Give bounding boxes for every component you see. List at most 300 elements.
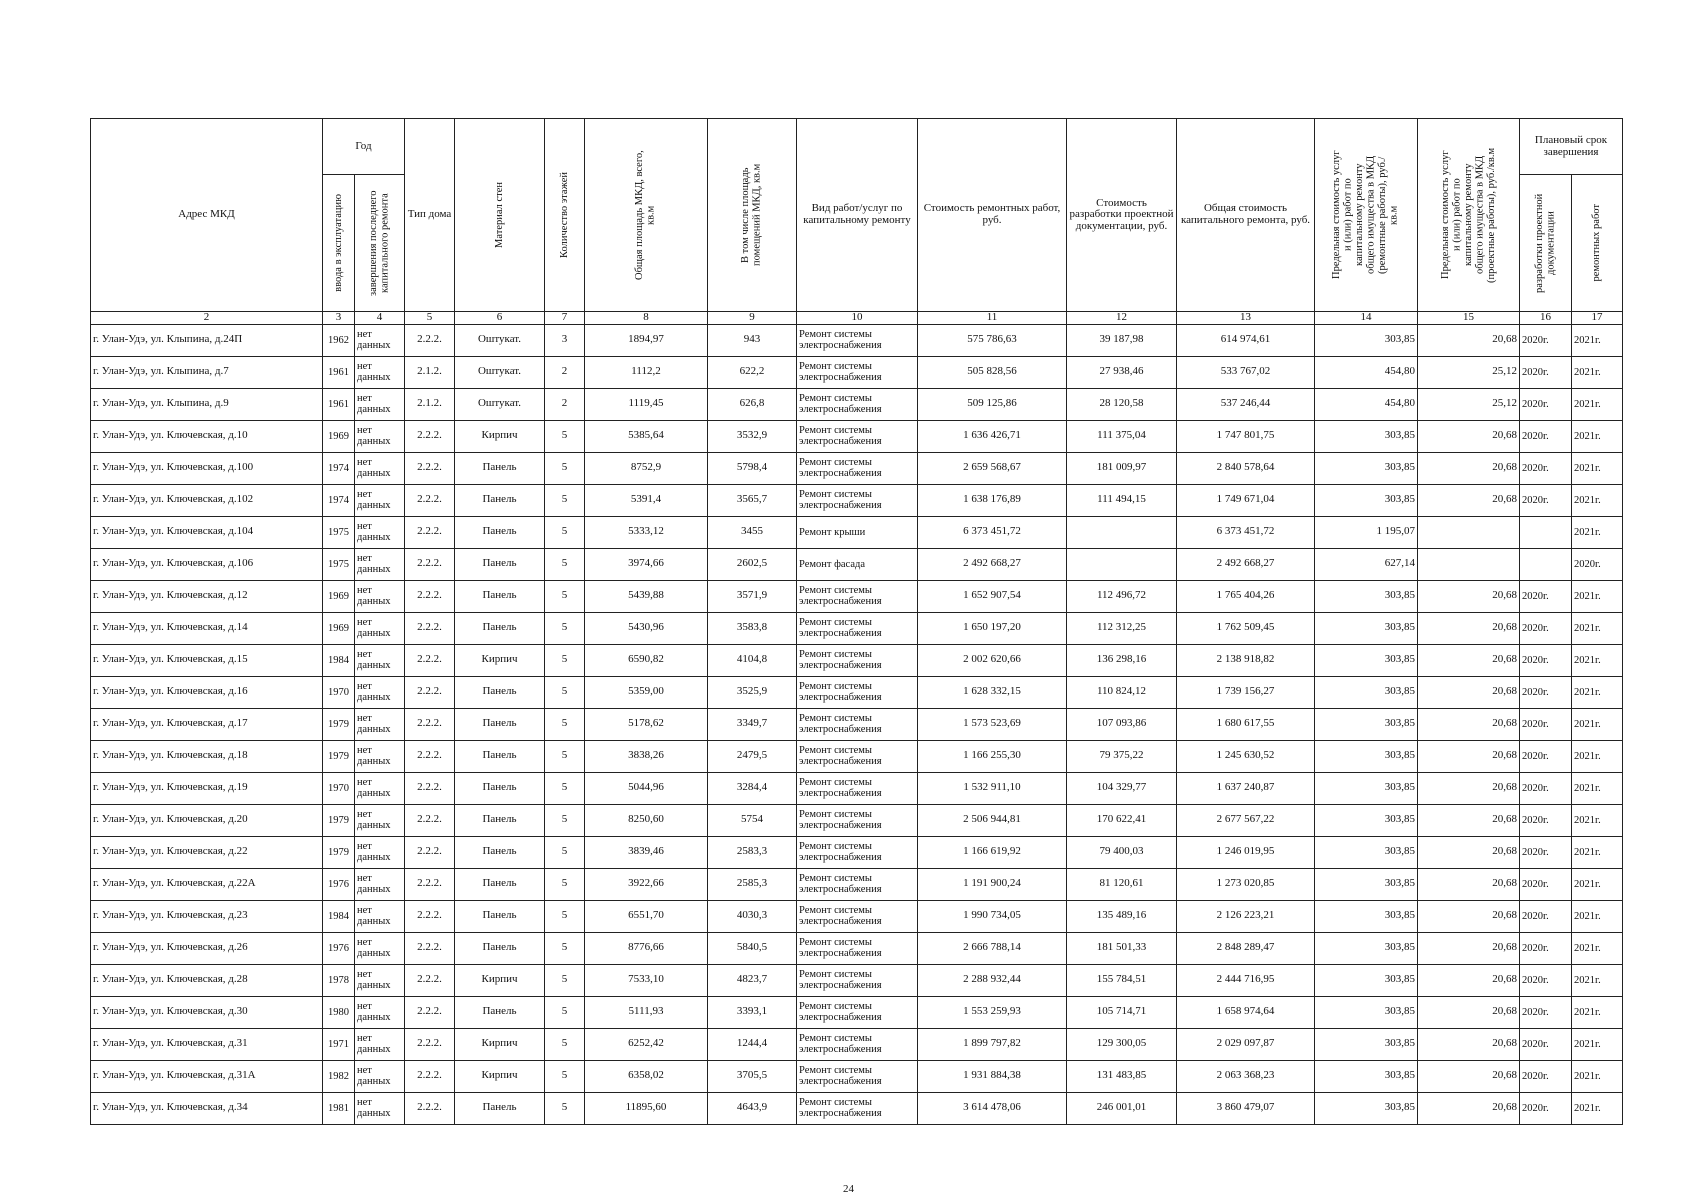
cell-floors: 5 [545,740,585,772]
cell-living-area: 3571,9 [708,580,797,612]
cell-wall-material: Панель [455,452,545,484]
cell-living-area: 3532,9 [708,420,797,452]
cell-deadline-design: 2020г. [1520,836,1572,868]
cell-total-area: 8752,9 [585,452,708,484]
cell-year: 1976 [323,868,355,900]
cell-work-type: Ремонт системы электроснабжения [797,932,918,964]
table-row [91,420,1623,452]
cell-living-area: 2583,3 [708,836,797,868]
cell-last-repair: нет данных [355,548,405,580]
cell-design-cost: 135 489,16 [1067,900,1177,932]
cell-limit-design: 20,68 [1418,804,1520,836]
cell-total-cost: 1 246 019,95 [1177,836,1315,868]
cell-living-area: 2602,5 [708,548,797,580]
cell-house-type: 2.2.2. [405,708,455,740]
cell-total-cost: 1 765 404,26 [1177,580,1315,612]
cell-deadline-design: 2020г. [1520,772,1572,804]
cell-work-type: Ремонт системы электроснабжения [797,356,918,388]
cell-floors: 5 [545,420,585,452]
cell-deadline-design: 2020г. [1520,996,1572,1028]
cell-limit-repair: 303,85 [1315,1092,1418,1124]
cell-deadline-repair: 2021г. [1572,900,1623,932]
cell-address: г. Улан-Удэ, ул. Клыпина, д.24П [91,324,323,356]
cell-total-cost: 1 273 020,85 [1177,868,1315,900]
cell-floors: 2 [545,356,585,388]
cell-floors: 5 [545,452,585,484]
cell-design-cost: 112 496,72 [1067,580,1177,612]
cell-address: г. Улан-Удэ, ул. Ключевская, д.31 [91,1028,323,1060]
cell-limit-repair: 303,85 [1315,900,1418,932]
table-row [91,612,1623,644]
cell-wall-material: Оштукат. [455,356,545,388]
column-number: 15 [1418,312,1520,325]
cell-deadline-design: 2020г. [1520,1028,1572,1060]
cell-floors: 5 [545,484,585,516]
table-row [91,1028,1623,1060]
cell-last-repair: нет данных [355,772,405,804]
cell-address: г. Улан-Удэ, ул. Ключевская, д.34 [91,1092,323,1124]
table-row [91,324,1623,356]
cell-house-type: 2.2.2. [405,548,455,580]
cell-work-type: Ремонт системы электроснабжения [797,420,918,452]
cell-deadline-repair: 2021г. [1572,1028,1623,1060]
cell-address: г. Улан-Удэ, ул. Ключевская, д.31А [91,1060,323,1092]
cell-limit-design: 20,68 [1418,932,1520,964]
column-number: 14 [1315,312,1418,325]
cell-repair-cost: 1 931 884,38 [918,1060,1067,1092]
cell-total-cost: 2 444 716,95 [1177,964,1315,996]
cell-total-cost: 1 637 240,87 [1177,772,1315,804]
cell-work-type: Ремонт крыши [797,516,918,548]
cell-limit-design: 20,68 [1418,1060,1520,1092]
cell-last-repair: нет данных [355,644,405,676]
cell-address: г. Улан-Удэ, ул. Ключевская, д.102 [91,484,323,516]
cell-work-type: Ремонт системы электроснабжения [797,836,918,868]
cell-wall-material: Панель [455,548,545,580]
cell-total-cost: 2 840 578,64 [1177,452,1315,484]
cell-total-area: 3838,26 [585,740,708,772]
cell-deadline-repair: 2020г. [1572,548,1623,580]
cell-house-type: 2.2.2. [405,1028,455,1060]
cell-work-type: Ремонт системы электроснабжения [797,964,918,996]
cell-total-area: 3922,66 [585,868,708,900]
cell-house-type: 2.2.2. [405,676,455,708]
cell-living-area: 5840,5 [708,932,797,964]
cell-house-type: 2.2.2. [405,324,455,356]
cell-total-cost: 2 029 097,87 [1177,1028,1315,1060]
cell-total-area: 8776,66 [585,932,708,964]
cell-address: г. Улан-Удэ, ул. Ключевская, д.28 [91,964,323,996]
cell-limit-repair: 303,85 [1315,964,1418,996]
cell-living-area: 4643,9 [708,1092,797,1124]
cell-design-cost: 131 483,85 [1067,1060,1177,1092]
cell-limit-design: 20,68 [1418,900,1520,932]
cell-limit-repair: 303,85 [1315,1028,1418,1060]
cell-design-cost: 111 375,04 [1067,420,1177,452]
cell-total-area: 5430,96 [585,612,708,644]
cell-deadline-design: 2020г. [1520,420,1572,452]
cell-limit-design: 20,68 [1418,1028,1520,1060]
cell-last-repair: нет данных [355,868,405,900]
cell-year: 1974 [323,452,355,484]
cell-living-area: 2585,3 [708,868,797,900]
cell-last-repair: нет данных [355,324,405,356]
cell-design-cost: 181 009,97 [1067,452,1177,484]
cell-floors: 5 [545,836,585,868]
cell-work-type: Ремонт системы электроснабжения [797,484,918,516]
header-year-group: Год [323,119,405,175]
cell-last-repair: нет данных [355,1060,405,1092]
cell-repair-cost: 575 786,63 [918,324,1067,356]
cell-living-area: 4823,7 [708,964,797,996]
cell-total-area: 3839,46 [585,836,708,868]
cell-year: 1984 [323,644,355,676]
cell-total-cost: 1 245 630,52 [1177,740,1315,772]
cell-house-type: 2.2.2. [405,420,455,452]
cell-deadline-design [1520,548,1572,580]
cell-deadline-repair: 2021г. [1572,1060,1623,1092]
cell-year: 1979 [323,836,355,868]
cell-wall-material: Панель [455,932,545,964]
column-number: 11 [918,312,1067,325]
column-number: 17 [1572,312,1623,325]
cell-total-cost: 1 658 974,64 [1177,996,1315,1028]
cell-living-area: 943 [708,324,797,356]
cell-wall-material: Панель [455,772,545,804]
cell-last-repair: нет данных [355,388,405,420]
cell-limit-design: 20,68 [1418,1092,1520,1124]
cell-year: 1975 [323,516,355,548]
cell-wall-material: Панель [455,516,545,548]
cell-house-type: 2.2.2. [405,644,455,676]
cell-address: г. Улан-Удэ, ул. Ключевская, д.26 [91,932,323,964]
cell-address: г. Улан-Удэ, ул. Ключевская, д.14 [91,612,323,644]
cell-wall-material: Панель [455,676,545,708]
cell-house-type: 2.2.2. [405,900,455,932]
cell-total-cost: 6 373 451,72 [1177,516,1315,548]
cell-wall-material: Панель [455,804,545,836]
cell-design-cost: 28 120,58 [1067,388,1177,420]
cell-last-repair: нет данных [355,580,405,612]
cell-last-repair: нет данных [355,1092,405,1124]
cell-repair-cost: 509 125,86 [918,388,1067,420]
cell-design-cost: 81 120,61 [1067,868,1177,900]
cell-work-type: Ремонт системы электроснабжения [797,868,918,900]
cell-deadline-repair: 2021г. [1572,356,1623,388]
cell-living-area: 4104,8 [708,644,797,676]
cell-work-type: Ремонт системы электроснабжения [797,612,918,644]
cell-limit-design: 20,68 [1418,324,1520,356]
cell-floors: 5 [545,548,585,580]
cell-limit-repair: 454,80 [1315,356,1418,388]
cell-limit-design: 25,12 [1418,356,1520,388]
cell-deadline-design: 2020г. [1520,740,1572,772]
cell-design-cost: 136 298,16 [1067,644,1177,676]
cell-limit-design: 20,68 [1418,708,1520,740]
cell-address: г. Улан-Удэ, ул. Ключевская, д.30 [91,996,323,1028]
cell-deadline-repair: 2021г. [1572,516,1623,548]
cell-total-cost: 1 749 671,04 [1177,484,1315,516]
cell-total-area: 8250,60 [585,804,708,836]
cell-year: 1969 [323,420,355,452]
cell-repair-cost: 1 191 900,24 [918,868,1067,900]
cell-repair-cost: 3 614 478,06 [918,1092,1067,1124]
column-number: 16 [1520,312,1572,325]
cell-wall-material: Кирпич [455,1028,545,1060]
cell-floors: 5 [545,1060,585,1092]
cell-limit-design: 20,68 [1418,644,1520,676]
cell-limit-design: 20,68 [1418,676,1520,708]
cell-year: 1979 [323,804,355,836]
header-work-type: Вид работ/услуг по капитальному ремонту [797,119,918,312]
cell-deadline-repair: 2021г. [1572,804,1623,836]
cell-living-area: 3393,1 [708,996,797,1028]
cell-year: 1961 [323,388,355,420]
column-number: 12 [1067,312,1177,325]
cell-work-type: Ремонт системы электроснабжения [797,804,918,836]
cell-deadline-repair: 2021г. [1572,420,1623,452]
cell-address: г. Улан-Удэ, ул. Клыпина, д.7 [91,356,323,388]
cell-address: г. Улан-Удэ, ул. Ключевская, д.10 [91,420,323,452]
cell-year: 1980 [323,996,355,1028]
column-number: 2 [91,312,323,325]
cell-living-area: 3455 [708,516,797,548]
cell-year: 1969 [323,580,355,612]
cell-total-cost: 2 492 668,27 [1177,548,1315,580]
cell-wall-material: Панель [455,740,545,772]
cell-address: г. Улан-Удэ, ул. Ключевская, д.22А [91,868,323,900]
cell-wall-material: Панель [455,580,545,612]
cell-design-cost: 246 001,01 [1067,1092,1177,1124]
cell-deadline-design: 2020г. [1520,1060,1572,1092]
cell-total-area: 7533,10 [585,964,708,996]
cell-deadline-design: 2020г. [1520,676,1572,708]
cell-total-cost: 2 677 567,22 [1177,804,1315,836]
cell-limit-repair: 303,85 [1315,484,1418,516]
cell-address: г. Улан-Удэ, ул. Ключевская, д.23 [91,900,323,932]
cell-repair-cost: 505 828,56 [918,356,1067,388]
cell-design-cost: 155 784,51 [1067,964,1177,996]
cell-year: 1969 [323,612,355,644]
cell-work-type: Ремонт системы электроснабжения [797,900,918,932]
cell-total-cost: 1 739 156,27 [1177,676,1315,708]
header-design-cost: Стоимость разработки проектной документации, руб. [1067,119,1177,312]
page-number: 24 [843,1183,854,1195]
cell-last-repair: нет данных [355,420,405,452]
cell-wall-material: Кирпич [455,964,545,996]
cell-living-area: 3705,5 [708,1060,797,1092]
cell-total-cost: 614 974,61 [1177,324,1315,356]
cell-design-cost: 170 622,41 [1067,804,1177,836]
cell-floors: 3 [545,324,585,356]
table-row [91,388,1623,420]
cell-living-area: 5798,4 [708,452,797,484]
cell-deadline-design: 2020г. [1520,452,1572,484]
cell-work-type: Ремонт системы электроснабжения [797,996,918,1028]
cell-design-cost: 79 375,22 [1067,740,1177,772]
table-row [91,1060,1623,1092]
cell-limit-repair: 303,85 [1315,740,1418,772]
cell-limit-repair: 454,80 [1315,388,1418,420]
cell-living-area: 3583,8 [708,612,797,644]
cell-floors: 5 [545,868,585,900]
column-number: 9 [708,312,797,325]
cell-design-cost: 181 501,33 [1067,932,1177,964]
cell-work-type: Ремонт системы электроснабжения [797,740,918,772]
cell-total-area: 5391,4 [585,484,708,516]
cell-house-type: 2.1.2. [405,388,455,420]
cell-living-area: 3565,7 [708,484,797,516]
cell-limit-design: 25,12 [1418,388,1520,420]
cell-wall-material: Панель [455,708,545,740]
cell-limit-repair: 303,85 [1315,452,1418,484]
cell-address: г. Улан-Удэ, ул. Ключевская, д.15 [91,644,323,676]
cell-year: 1984 [323,900,355,932]
cell-deadline-repair: 2021г. [1572,388,1623,420]
cell-last-repair: нет данных [355,964,405,996]
cell-living-area: 622,2 [708,356,797,388]
cell-total-cost: 1 680 617,55 [1177,708,1315,740]
cell-floors: 5 [545,676,585,708]
cell-deadline-repair: 2021г. [1572,580,1623,612]
cell-design-cost [1067,548,1177,580]
cell-living-area: 4030,3 [708,900,797,932]
header-limit-repair: Предельная стоимость услуг и (или) работ по капитальному ремонту общего имущества в МКД (ремонтные работы), руб./кв.м [1315,119,1418,312]
cell-last-repair: нет данных [355,676,405,708]
cell-deadline-design: 2020г. [1520,580,1572,612]
cell-address: г. Улан-Удэ, ул. Ключевская, д.22 [91,836,323,868]
cell-deadline-design: 2020г. [1520,356,1572,388]
cell-total-cost: 537 246,44 [1177,388,1315,420]
cell-design-cost: 79 400,03 [1067,836,1177,868]
cell-limit-design: 20,68 [1418,868,1520,900]
cell-house-type: 2.2.2. [405,580,455,612]
cell-total-area: 1894,97 [585,324,708,356]
header-wall-material: Материал стен [455,119,545,312]
cell-floors: 5 [545,996,585,1028]
cell-house-type: 2.2.2. [405,964,455,996]
cell-limit-repair: 303,85 [1315,932,1418,964]
cell-living-area: 3284,4 [708,772,797,804]
cell-deadline-repair: 2021г. [1572,708,1623,740]
cell-deadline-design: 2020г. [1520,932,1572,964]
cell-last-repair: нет данных [355,356,405,388]
table-row [91,356,1623,388]
cell-limit-design: 20,68 [1418,420,1520,452]
cell-address: г. Улан-Удэ, ул. Клыпина, д.9 [91,388,323,420]
cell-repair-cost: 1 628 332,15 [918,676,1067,708]
table-row [91,772,1623,804]
cell-last-repair: нет данных [355,932,405,964]
table-body [91,324,1623,1124]
cell-house-type: 2.2.2. [405,452,455,484]
column-number: 7 [545,312,585,325]
cell-wall-material: Панель [455,868,545,900]
header-limit-design: Предельная стоимость услуг и (или) работ по капитальному ремонту общего имущества в МКД (проектные работы), руб./кв.м [1418,119,1520,312]
cell-year: 1961 [323,356,355,388]
cell-design-cost [1067,516,1177,548]
cell-floors: 5 [545,804,585,836]
column-number: 13 [1177,312,1315,325]
cell-house-type: 2.2.2. [405,804,455,836]
header-deadline-repair: ремонтных работ [1572,175,1623,312]
table-row [91,836,1623,868]
cell-year: 1971 [323,1028,355,1060]
cell-address: г. Улан-Удэ, ул. Ключевская, д.104 [91,516,323,548]
table-row [91,708,1623,740]
table-row [91,900,1623,932]
cell-year: 1974 [323,484,355,516]
cell-deadline-repair: 2021г. [1572,484,1623,516]
cell-limit-repair: 303,85 [1315,420,1418,452]
cell-floors: 5 [545,644,585,676]
cell-work-type: Ремонт системы электроснабжения [797,708,918,740]
cell-last-repair: нет данных [355,612,405,644]
cell-deadline-design: 2020г. [1520,964,1572,996]
cell-limit-repair: 303,85 [1315,1060,1418,1092]
cell-house-type: 2.2.2. [405,612,455,644]
cell-limit-repair: 1 195,07 [1315,516,1418,548]
cell-work-type: Ремонт системы электроснабжения [797,1060,918,1092]
cell-wall-material: Панель [455,1092,545,1124]
header-year-last-repair: завершения последнего капитального ремонта [355,175,405,312]
cell-deadline-repair: 2021г. [1572,644,1623,676]
cell-floors: 5 [545,708,585,740]
cell-limit-repair: 303,85 [1315,868,1418,900]
cell-address: г. Улан-Удэ, ул. Ключевская, д.12 [91,580,323,612]
cell-total-cost: 1 762 509,45 [1177,612,1315,644]
cell-floors: 5 [545,932,585,964]
cell-deadline-design: 2020г. [1520,1092,1572,1124]
cell-work-type: Ремонт фасада [797,548,918,580]
column-number: 10 [797,312,918,325]
cell-repair-cost: 1 553 259,93 [918,996,1067,1028]
cell-address: г. Улан-Удэ, ул. Ключевская, д.20 [91,804,323,836]
cell-house-type: 2.2.2. [405,484,455,516]
cell-address: г. Улан-Удэ, ул. Ключевская, д.18 [91,740,323,772]
cell-work-type: Ремонт системы электроснабжения [797,324,918,356]
cell-house-type: 2.2.2. [405,932,455,964]
cell-limit-repair: 303,85 [1315,676,1418,708]
cell-repair-cost: 2 666 788,14 [918,932,1067,964]
cell-deadline-repair: 2021г. [1572,452,1623,484]
cell-total-cost: 1 747 801,75 [1177,420,1315,452]
cell-deadline-design: 2020г. [1520,612,1572,644]
cell-limit-design: 20,68 [1418,452,1520,484]
cell-design-cost: 39 187,98 [1067,324,1177,356]
cell-repair-cost: 1 899 797,82 [918,1028,1067,1060]
cell-wall-material: Оштукат. [455,324,545,356]
header-deadline-group: Плановый срок завершения [1520,119,1623,175]
cell-total-cost: 2 848 289,47 [1177,932,1315,964]
cell-work-type: Ремонт системы электроснабжения [797,580,918,612]
cell-limit-design: 20,68 [1418,964,1520,996]
cell-year: 1982 [323,1060,355,1092]
cell-living-area: 2479,5 [708,740,797,772]
cell-floors: 5 [545,964,585,996]
cell-limit-design: 20,68 [1418,772,1520,804]
cell-year: 1970 [323,676,355,708]
cell-deadline-design: 2020г. [1520,324,1572,356]
cell-living-area: 626,8 [708,388,797,420]
cell-total-area: 6551,70 [585,900,708,932]
cell-repair-cost: 1 650 197,20 [918,612,1067,644]
column-number: 8 [585,312,708,325]
table-row [91,516,1623,548]
cell-wall-material: Панель [455,836,545,868]
cell-repair-cost: 1 636 426,71 [918,420,1067,452]
cell-house-type: 2.2.2. [405,740,455,772]
